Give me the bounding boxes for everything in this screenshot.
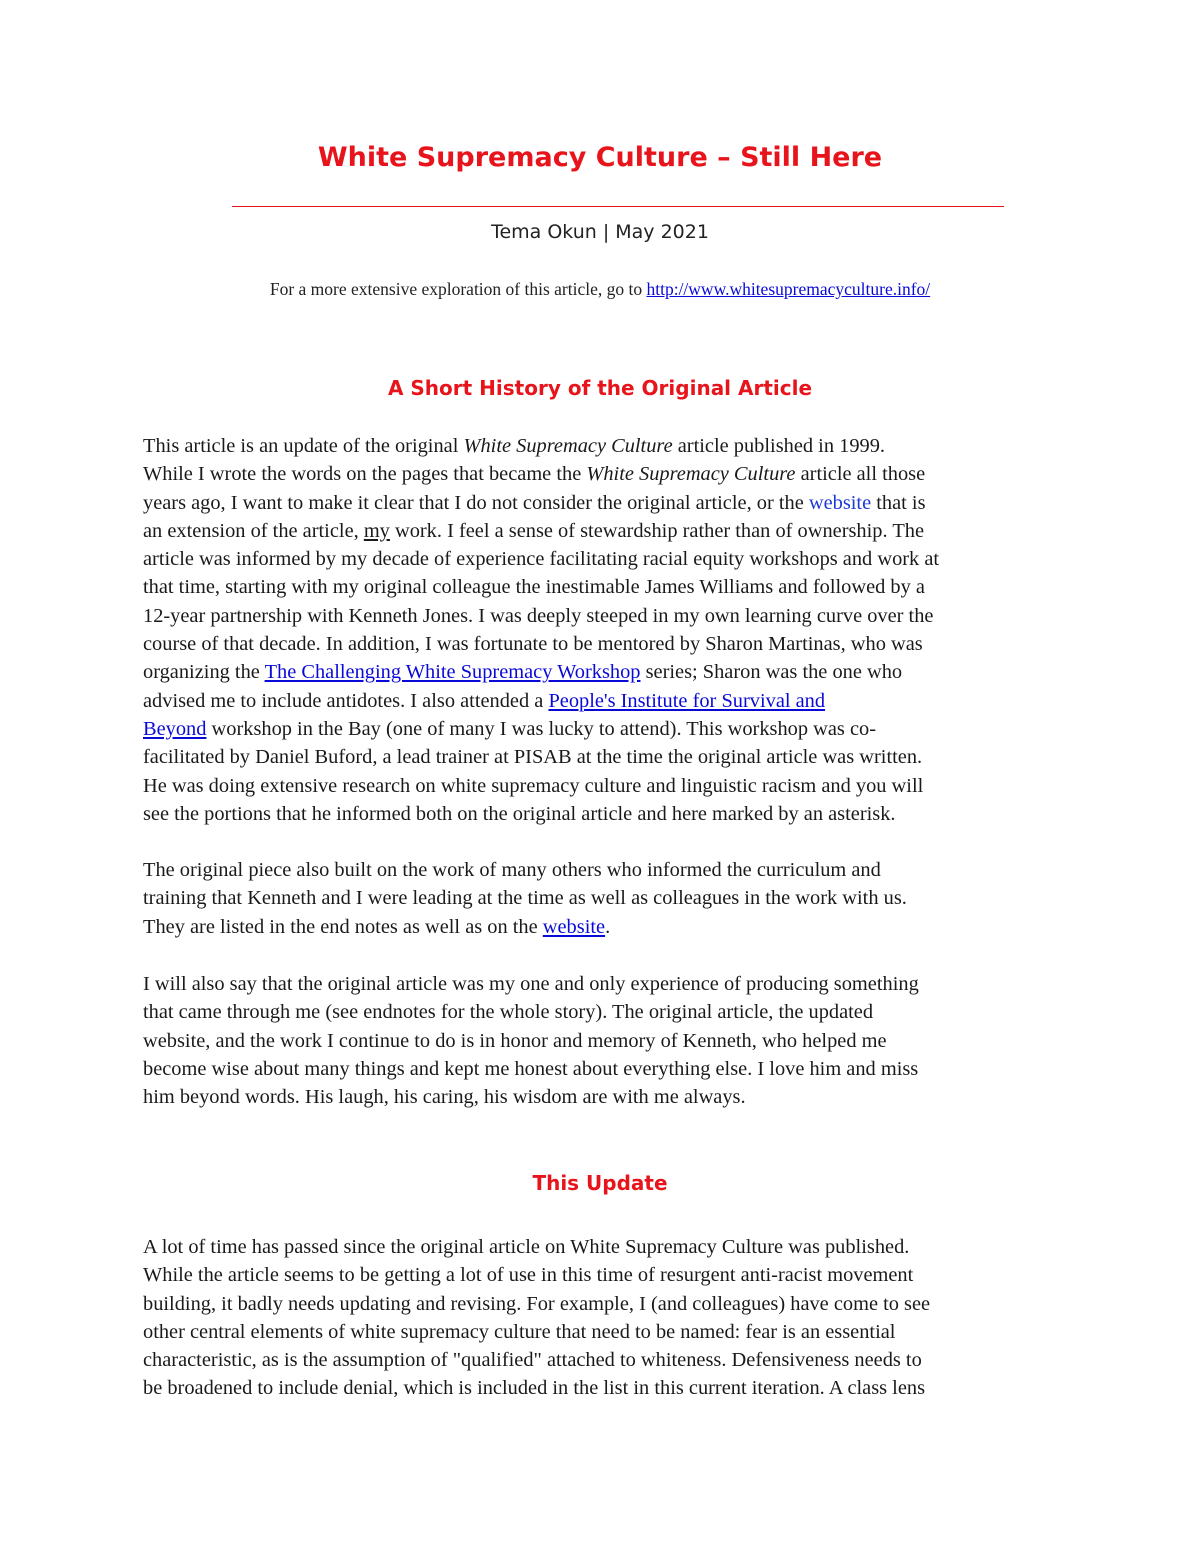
history-paragraph-2: The original piece also built on the work of many others who informed the curriculum and training that Kenneth and I were leading at the time as well as colleagues in the work with us. They are listed in the end notes as well as on the website.	[143, 859, 907, 938]
website-endnote-link[interactable]: website	[542, 915, 606, 938]
underlined-emphasis: my	[363, 519, 390, 542]
exploration-text: For a more extensive exploration of this article, go to	[269, 279, 647, 299]
history-paragraph-3: I will also say that the original article was my one and only experience of producing something that came through me (see endnotes for the whole story). The original article, the updated website, and the work I continue to do is in honor and memory of Kenneth, who helped me become wise about many things and kept me honest about everything else. I love him and miss him beyond words. His laugh, his caring, his wisdom are with me always.	[143, 973, 919, 1109]
update-paragraph-1: A lot of time has passed since the original article on White Supremacy Culture was published. While the article seems to be getting a lot of use in this time of resurgent anti-racist movement building, it badly needs updating and revising. For example, I (and colleagues) have come to see other central elements of white supremacy culture that need to be named: fear is an essential characteristic, as is the assumption of "qualified" attached to whiteness. Defensiveness needs to be broadened to include denial, which is included in the list in this current iteration. A class lens	[143, 1236, 931, 1400]
title-divider	[232, 206, 1004, 207]
peoples-institute-link-continued[interactable]: Beyond	[143, 717, 207, 740]
article-title-italic: White Supremacy Culture	[463, 435, 673, 457]
peoples-institute-link[interactable]: People's Institute for Survival and	[548, 689, 826, 712]
exploration-note	[0, 279, 1200, 300]
section-heading-update: This Update	[532, 1171, 668, 1195]
website-link[interactable]: http://www.whitesupremacyculture.info/	[646, 279, 931, 299]
document-title: White Supremacy Culture – Still Here	[317, 142, 883, 173]
history-paragraph-1: This article is an update of the original White Supremacy Culture article published in 1999. While I wrote the words on the pages that became the White Supremacy Culture article all those years ago, I want to make it clear that I do not consider the original article, or the website that is an extension of the article, my work. I feel a sense of stewardship rather than of ownership. The article was informed by my decade of experience facilitating racial equity workshops and work at that time, starting with my original colleague the inestimable James Williams and followed by a 12-year partnership with Kenneth Jones. I was deeply steeped in my own learning curve over the course of that decade. In addition, I was fortunate to be mentored by Sharon Martinas, who was organizing the The Challenging White Supremacy Workshop series; Sharon was the one who advised me to include antidotes. I also attended a People's Institute for Survival and Beyond workshop in the Bay (one of many I was lucky to attend). This workshop was co- facilitated by Daniel Buford, a lead trainer at PISAB at the time the original article was written. He was doing extensive research on white supremacy culture and linguistic racism and you will see the portions that he informed both on the original article and here marked by an asterisk.	[143, 435, 940, 825]
website-inline-link[interactable]: website	[808, 491, 872, 514]
article-title-italic: White Supremacy Culture	[586, 463, 796, 486]
challenging-white-supremacy-link[interactable]: The Challenging White Supremacy Workshop	[264, 661, 641, 684]
section-heading-history: A Short History of the Original Article	[387, 376, 813, 400]
author-byline: Tema Okun | May 2021	[491, 221, 709, 243]
